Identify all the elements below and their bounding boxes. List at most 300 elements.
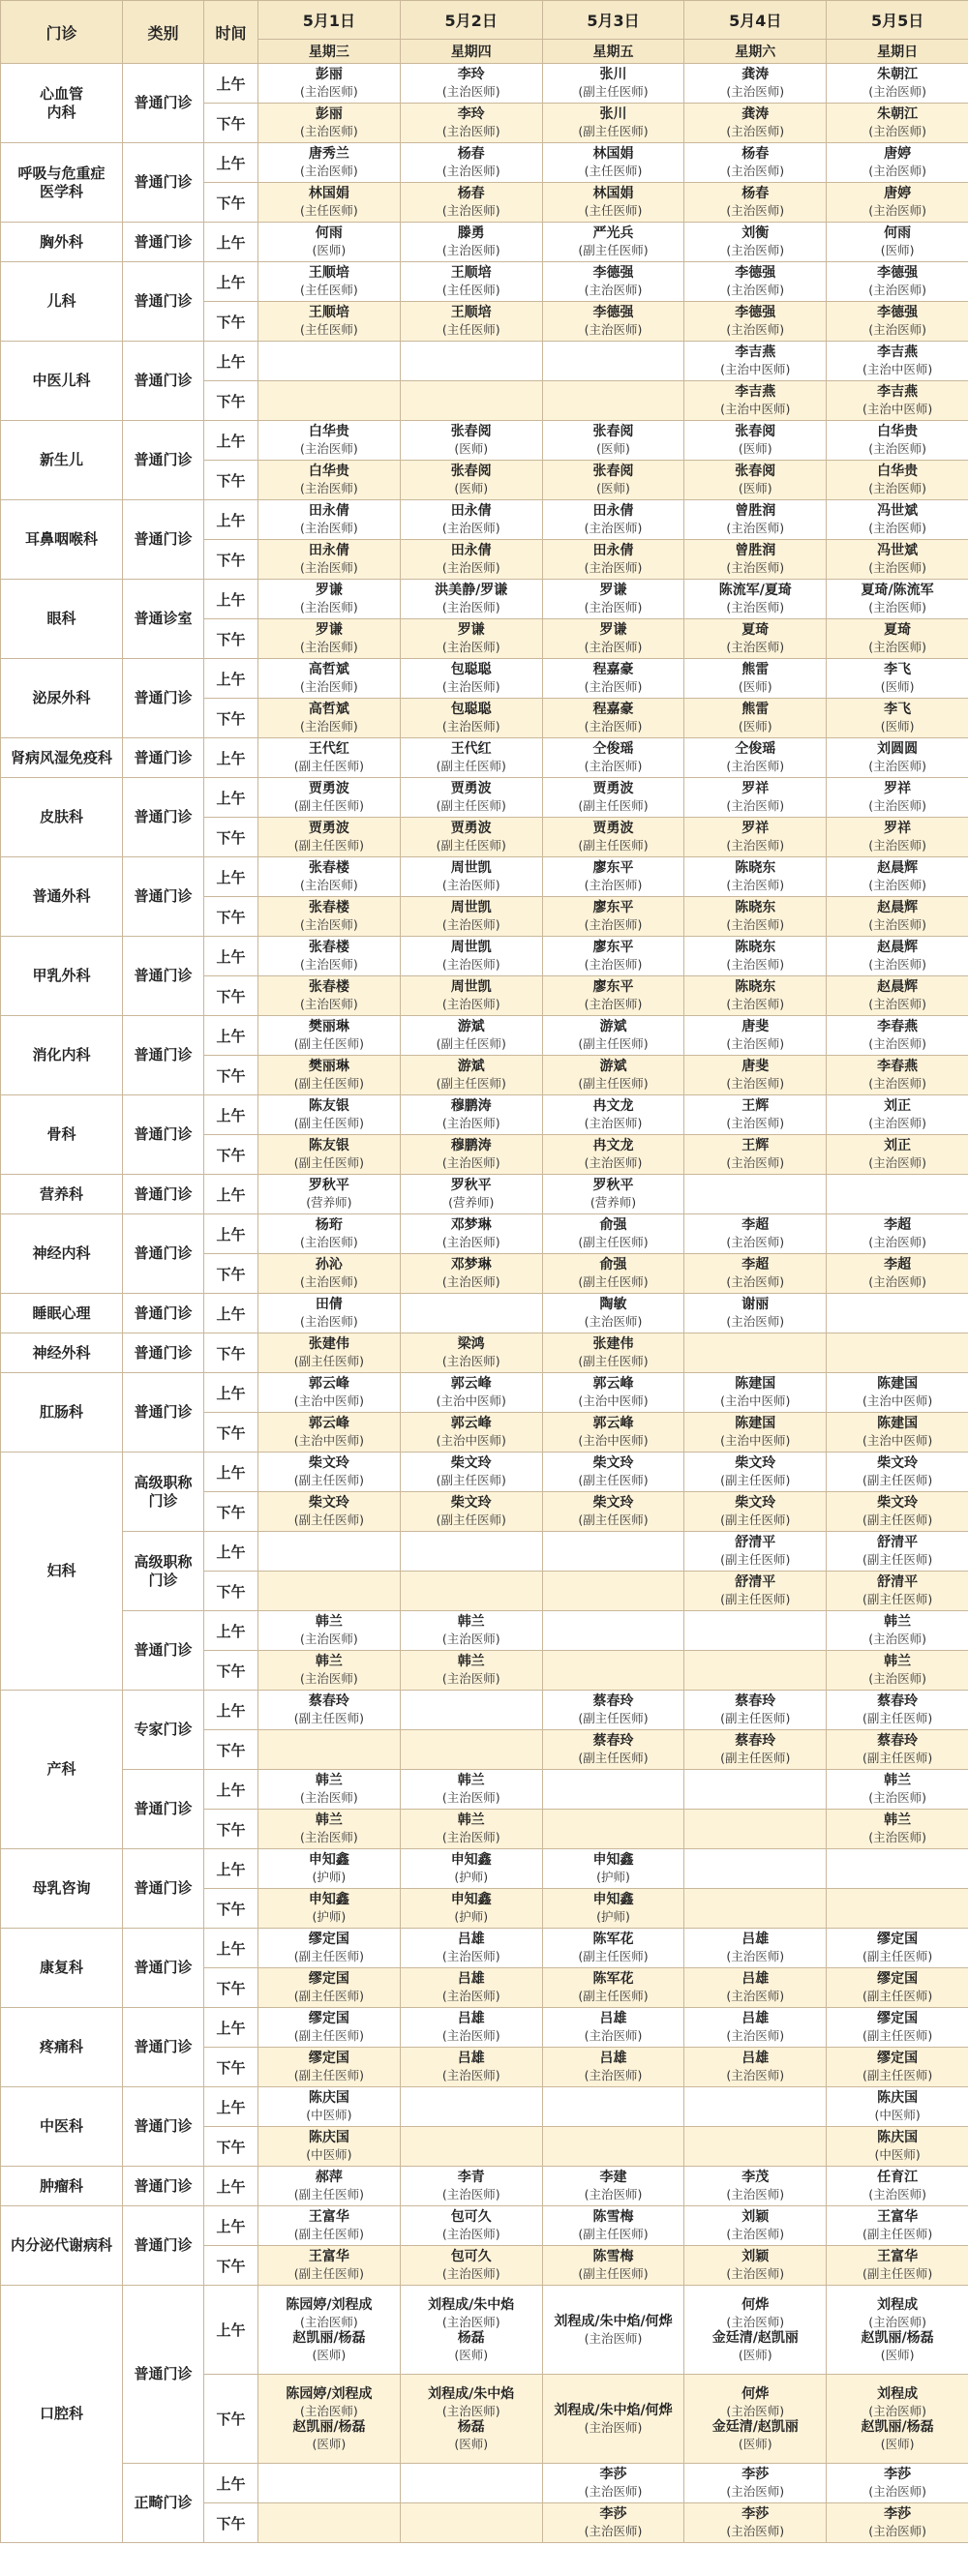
schedule-cell	[400, 2127, 542, 2167]
schedule-cell	[684, 2503, 827, 2543]
doctor-title: (主治医师)	[868, 1830, 926, 1844]
doctor-title: (主治中医师)	[293, 1393, 365, 1408]
schedule-cell	[542, 1413, 684, 1453]
doctor-title: (主任医师)	[441, 283, 500, 297]
doctor-name: 蔡春玲	[735, 1693, 776, 1709]
doctor-title: (主治医师)	[868, 2403, 926, 2418]
doctor-name: 陈军花	[592, 1932, 634, 1947]
schedule-cell	[258, 2464, 401, 2503]
doctor-name: 吕雄	[457, 1932, 485, 1947]
schedule-cell	[400, 302, 542, 342]
schedule-cell	[400, 1294, 542, 1333]
doctor-title: (中医师)	[874, 2108, 921, 2122]
table-row	[1, 2167, 968, 2206]
schedule-cell	[684, 659, 827, 699]
doctor-name: 罗谦	[315, 583, 343, 598]
doctor-name: 王顺培	[308, 265, 349, 281]
doctor-title: (主治中医师)	[720, 362, 791, 376]
schedule-cell	[827, 1849, 968, 1889]
doctor-name: 周世凯	[450, 979, 492, 995]
session-time: 下午	[204, 2246, 258, 2286]
doctor-name: 申知鑫	[592, 1852, 634, 1868]
doctor-title: (副主任医师)	[293, 798, 365, 813]
doctor-name: 冯世斌	[877, 503, 919, 519]
doctor-name: 陈建国	[735, 1416, 776, 1431]
doctor-name: 陈建国	[877, 1376, 919, 1392]
doctor-title: (副主任医师)	[578, 798, 649, 813]
doctor-title: (副主任医师)	[293, 2187, 365, 2202]
schedule-cell	[258, 1135, 401, 1175]
doctor-name: 蔡春玲	[735, 1733, 776, 1749]
doctor-name: 罗祥	[741, 781, 770, 796]
doctor-title: (主治医师)	[441, 203, 500, 218]
schedule-cell	[400, 778, 542, 818]
schedule-cell	[827, 818, 968, 857]
doctor-name: 刘程成/朱中焰	[428, 2385, 515, 2402]
schedule-cell	[542, 699, 684, 738]
schedule-cell	[400, 1175, 542, 1214]
session-time: 下午	[204, 1254, 258, 1294]
doctor-title: (副主任医师)	[578, 1711, 649, 1725]
schedule-cell	[542, 1294, 684, 1333]
doctor-title: (副主任医师)	[293, 1354, 365, 1368]
doctor-name: 王富华	[877, 2209, 919, 2225]
doctor-name: 廖东平	[592, 979, 634, 995]
doctor-name: 陈流军/夏琦	[718, 583, 792, 598]
doctor-title: (主治医师)	[726, 2403, 785, 2418]
schedule-cell	[684, 262, 827, 302]
session-time: 上午	[204, 262, 258, 302]
doctor-name: 罗秋平	[308, 1178, 349, 1193]
doctor-name: 高哲斌	[308, 702, 349, 717]
doctor-name: 王代红	[308, 741, 349, 757]
doctor-name: 白华贵	[308, 424, 349, 439]
table-row	[1, 223, 968, 262]
doctor-title: (主治医师)	[868, 441, 926, 456]
schedule-cell	[684, 818, 827, 857]
doctor-title: (主治医师)	[441, 679, 500, 694]
session-time: 上午	[204, 659, 258, 699]
clinic-category: 正畸门诊	[123, 2464, 204, 2543]
schedule-cell	[400, 897, 542, 937]
doctor-name: 贾勇波	[592, 821, 634, 836]
table-row	[1, 1611, 968, 1651]
doctor-title: (主治医师)	[726, 1274, 785, 1289]
schedule-cell	[258, 2127, 401, 2167]
table-row	[1, 500, 968, 540]
doctor-name: 陈雪梅	[592, 2209, 634, 2225]
doctor-name: 贾勇波	[308, 821, 349, 836]
doctor-title: (主治医师)	[868, 481, 926, 495]
schedule-cell	[684, 223, 827, 262]
doctor-name: 吕雄	[741, 2051, 770, 2066]
doctor-name: 李吉燕	[877, 384, 919, 400]
schedule-cell	[542, 421, 684, 461]
doctor-title: (副主任医师)	[436, 1036, 506, 1051]
schedule-cell	[400, 223, 542, 262]
schedule-cell	[827, 1968, 968, 2008]
doctor-title: (副主任医师)	[293, 2266, 365, 2281]
doctor-name: 缪定国	[308, 2051, 349, 2066]
dept-name: 产科	[1, 1691, 123, 1849]
schedule-cell	[258, 2048, 401, 2087]
schedule-cell	[258, 461, 401, 500]
doctor-name: 李吉燕	[735, 344, 776, 360]
doctor-name: 韩兰	[884, 1654, 912, 1669]
schedule-cell	[684, 699, 827, 738]
doctor-title: (副主任医师)	[862, 2227, 933, 2241]
doctor-name: 王辉	[741, 1098, 770, 1114]
doctor-title: (副主任医师)	[578, 124, 649, 138]
doctor-name: 罗秋平	[450, 1178, 492, 1193]
schedule-cell	[684, 1175, 827, 1214]
doctor-title: (主治医师)	[441, 1790, 500, 1805]
schedule-cell	[258, 302, 401, 342]
doctor-title: (主治医师)	[868, 2484, 926, 2499]
doctor-name: 罗谦	[315, 622, 343, 638]
schedule-cell	[542, 778, 684, 818]
schedule-cell	[684, 381, 827, 421]
doctor-name: 缪定国	[308, 1971, 349, 1987]
doctor-name: 申知鑫	[450, 1892, 492, 1907]
table-row	[1, 1373, 968, 1413]
doctor-title: (副主任医师)	[293, 1155, 365, 1170]
doctor-name: 张春阅	[735, 424, 776, 439]
doctor-name: 陈晓东	[735, 860, 776, 876]
schedule-cell	[258, 1016, 401, 1056]
doctor-title: (主治医师)	[726, 2484, 785, 2499]
schedule-cell	[542, 1810, 684, 1849]
schedule-cell	[258, 2206, 401, 2246]
doctor-title: (主治中医师)	[720, 402, 791, 416]
schedule-cell	[542, 2503, 684, 2543]
schedule-cell	[258, 699, 401, 738]
schedule-cell	[542, 1333, 684, 1373]
doctor-name: 蔡春玲	[308, 1693, 349, 1709]
schedule-cell	[827, 1889, 968, 1929]
schedule-cell	[827, 857, 968, 897]
table-row	[1, 778, 968, 818]
doctor-title: (医师)	[738, 679, 772, 694]
doctor-name: 李德强	[735, 305, 776, 320]
doctor-title: (主治医师)	[868, 521, 926, 535]
doctor-name: 熊雷	[741, 662, 770, 677]
doctor-name: 刘程成/朱中焰/何烨	[554, 2313, 673, 2329]
dept-name: 肿瘤科	[1, 2167, 123, 2206]
schedule-cell	[400, 619, 542, 659]
doctor-title: (主治医师)	[441, 2403, 500, 2418]
schedule-cell	[258, 1254, 401, 1294]
schedule-cell	[827, 1651, 968, 1691]
schedule-cell	[684, 1413, 827, 1453]
doctor-title: (主治医师)	[868, 1790, 926, 1805]
schedule-cell	[400, 2286, 542, 2375]
doctor-name: 贾勇波	[308, 781, 349, 796]
doctor-name: 田永倩	[450, 543, 492, 558]
schedule-cell	[542, 1611, 684, 1651]
doctor-name: 彭丽	[315, 67, 343, 82]
schedule-cell	[542, 342, 684, 381]
doctor-title: (主治医师)	[441, 957, 500, 972]
schedule-cell	[827, 461, 968, 500]
doctor-name: 游斌	[457, 1059, 485, 1074]
doctor-title: (医师)	[880, 2436, 915, 2451]
session-time: 下午	[204, 381, 258, 421]
clinic-category: 普通门诊	[123, 1333, 204, 1373]
doctor-title: (主治医师)	[441, 2028, 500, 2043]
doctor-name: 刘正	[884, 1138, 912, 1153]
header-weekday: 星期五	[542, 40, 684, 64]
schedule-cell	[542, 2246, 684, 2286]
doctor-title: (主治医师)	[300, 124, 358, 138]
doctor-name: 周世凯	[450, 860, 492, 876]
schedule-cell	[258, 1730, 401, 1770]
schedule-cell	[827, 1214, 968, 1254]
doctor-title: (主治医师)	[726, 2266, 785, 2281]
table-row	[1, 1691, 968, 1730]
doctor-title: (主治医师)	[300, 917, 358, 932]
doctor-name: 郭云峰	[308, 1376, 349, 1392]
doctor-title: (主治医师)	[441, 600, 500, 614]
doctor-name: 曾胜润	[735, 543, 776, 558]
doctor-name: 贾勇波	[450, 781, 492, 796]
schedule-cell	[258, 262, 401, 302]
doctor-name: 邓梦琳	[450, 1217, 492, 1233]
dept-name: 儿科	[1, 262, 123, 342]
schedule-cell	[827, 2206, 968, 2246]
doctor-title: (主治中医师)	[436, 1393, 506, 1408]
table-row	[1, 2286, 968, 2375]
doctor-name: 王顺培	[308, 305, 349, 320]
doctor-name: 舒清平	[735, 1574, 776, 1590]
schedule-cell	[827, 1572, 968, 1611]
doctor-name: 曾胜润	[735, 503, 776, 519]
schedule-cell	[542, 104, 684, 143]
doctor-title: (主任医师)	[584, 203, 643, 218]
doctor-title: (主治医师)	[584, 322, 643, 337]
dept-name: 消化内科	[1, 1016, 123, 1095]
doctor-name: 林国娟	[592, 186, 634, 201]
doctor-name: 张建伟	[308, 1336, 349, 1352]
schedule-cell	[684, 1810, 827, 1849]
schedule-cell	[542, 619, 684, 659]
dept-name: 泌尿外科	[1, 659, 123, 738]
session-time: 上午	[204, 1849, 258, 1889]
doctor-name: 贾勇波	[450, 821, 492, 836]
doctor-title: (主治医师)	[441, 1235, 500, 1249]
schedule-cell	[400, 2008, 542, 2048]
schedule-cell	[542, 1889, 684, 1929]
doctor-name: 刘正	[884, 1098, 912, 1114]
doctor-title: (副主任医师)	[862, 1949, 933, 1963]
doctor-name: 林国娟	[308, 186, 349, 201]
doctor-title: (医师)	[738, 2436, 772, 2451]
doctor-name: 李春燕	[877, 1059, 919, 1074]
doctor-name: 杨磊	[457, 2418, 485, 2435]
schedule-cell	[258, 1572, 401, 1611]
doctor-name: 杨春	[457, 146, 485, 162]
clinic-category: 普通门诊	[123, 778, 204, 857]
doctor-title: (护师)	[454, 1870, 489, 1884]
schedule-cell	[684, 2375, 827, 2464]
doctor-title: (副主任医师)	[720, 1473, 791, 1487]
doctor-title: (主治医师)	[726, 2068, 785, 2082]
schedule-cell	[258, 976, 401, 1016]
doctor-title: (主治医师)	[726, 917, 785, 932]
dept-name: 口腔科	[1, 2286, 123, 2543]
doctor-title: (主治医师)	[868, 1116, 926, 1130]
schedule-cell	[542, 1691, 684, 1730]
doctor-name: 柴文玲	[308, 1455, 349, 1471]
doctor-title: (主治医师)	[441, 1632, 500, 1646]
doctor-name: 缪定国	[877, 2051, 919, 2066]
doctor-title: (医师)	[738, 481, 772, 495]
schedule-cell	[400, 1929, 542, 1968]
doctor-name: 缪定国	[308, 2011, 349, 2026]
header-weekday: 星期三	[258, 40, 401, 64]
schedule-cell	[542, 2286, 684, 2375]
session-time: 下午	[204, 1572, 258, 1611]
doctor-name: 王代红	[450, 741, 492, 757]
session-time: 上午	[204, 1294, 258, 1333]
clinic-category: 普通门诊	[123, 1373, 204, 1453]
schedule-cell	[400, 1968, 542, 2008]
doctor-title: (主治医师)	[868, 2314, 926, 2329]
schedule-body	[1, 64, 968, 2543]
doctor-title: (副主任医师)	[436, 838, 506, 853]
session-time: 下午	[204, 183, 258, 223]
schedule-cell	[400, 1810, 542, 1849]
doctor-name: 陈晓东	[735, 979, 776, 995]
doctor-title: (主治中医师)	[436, 1433, 506, 1448]
session-time: 下午	[204, 540, 258, 580]
schedule-cell	[258, 738, 401, 778]
schedule-cell	[542, 143, 684, 183]
doctor-name: 申知鑫	[308, 1892, 349, 1907]
doctor-title: (主治医师)	[868, 1036, 926, 1051]
schedule-cell	[400, 1453, 542, 1492]
doctor-title: (副主任医师)	[436, 1076, 506, 1091]
doctor-title: (副主任医师)	[293, 1116, 365, 1130]
session-time: 上午	[204, 738, 258, 778]
schedule-cell	[827, 699, 968, 738]
schedule-cell	[684, 1770, 827, 1810]
schedule-cell	[400, 2375, 542, 2464]
schedule-cell	[684, 183, 827, 223]
doctor-title: (医师)	[880, 719, 915, 734]
dept-name: 睡眠心理	[1, 1294, 123, 1333]
doctor-title: (主治医师)	[726, 1235, 785, 1249]
doctor-title: (主治医师)	[726, 759, 785, 773]
session-time: 上午	[204, 1175, 258, 1214]
schedule-cell	[684, 500, 827, 540]
schedule-cell	[542, 64, 684, 104]
doctor-name: 罗祥	[741, 821, 770, 836]
doctor-name: 蔡春玲	[592, 1693, 634, 1709]
schedule-cell	[542, 540, 684, 580]
doctor-name: 韩兰	[457, 1614, 485, 1630]
doctor-name: 林国娟	[592, 146, 634, 162]
doctor-title: (主治医师)	[726, 1989, 785, 2003]
doctor-name: 刘程成	[877, 2296, 919, 2313]
clinic-category: 普通门诊	[123, 64, 204, 143]
doctor-title: (副主任医师)	[720, 1552, 791, 1567]
doctor-name: 韩兰	[884, 1812, 912, 1828]
table-row	[1, 738, 968, 778]
doctor-title: (中医师)	[306, 2108, 352, 2122]
doctor-name: 程嘉豪	[592, 662, 634, 677]
doctor-name: 张春阅	[450, 464, 492, 479]
schedule-cell	[258, 2246, 401, 2286]
schedule-cell	[258, 580, 401, 619]
doctor-name: 樊丽琳	[308, 1059, 349, 1074]
schedule-cell	[400, 976, 542, 1016]
doctor-name: 李吉燕	[735, 384, 776, 400]
schedule-cell	[400, 143, 542, 183]
doctor-title: (主治医师)	[726, 283, 785, 297]
schedule-cell	[827, 2375, 968, 2464]
doctor-name: 申知鑫	[592, 1892, 634, 1907]
schedule-cell	[400, 1056, 542, 1095]
doctor-name: 刘衡	[741, 225, 770, 241]
doctor-name: 贾勇波	[592, 781, 634, 796]
schedule-cell	[542, 223, 684, 262]
doctor-title: (主治医师)	[868, 203, 926, 218]
header-weekday: 星期四	[400, 40, 542, 64]
doctor-name: 赵凯丽/杨磊	[292, 2329, 366, 2346]
session-time: 上午	[204, 857, 258, 897]
doctor-title: (副主任医师)	[293, 1949, 365, 1963]
doctor-title: (主治医师)	[300, 640, 358, 654]
doctor-title: (主治医师)	[868, 1155, 926, 1170]
schedule-cell	[542, 2127, 684, 2167]
doctor-name: 李德强	[735, 265, 776, 281]
schedule-cell	[827, 1254, 968, 1294]
doctor-name: 仝俊瑶	[735, 741, 776, 757]
doctor-title: (主治医师)	[726, 124, 785, 138]
schedule-cell	[542, 937, 684, 976]
doctor-title: (营养师)	[590, 1195, 637, 1210]
schedule-cell	[684, 2464, 827, 2503]
schedule-cell	[400, 1651, 542, 1691]
schedule-cell	[400, 2206, 542, 2246]
schedule-cell	[827, 738, 968, 778]
session-time: 上午	[204, 2167, 258, 2206]
doctor-name: 夏琦	[741, 622, 770, 638]
doctor-title: (主治医师)	[300, 560, 358, 575]
schedule-cell	[542, 500, 684, 540]
schedule-cell	[258, 1294, 401, 1333]
doctor-title: (主治医师)	[868, 759, 926, 773]
doctor-name: 罗谦	[599, 583, 627, 598]
session-time: 上午	[204, 223, 258, 262]
schedule-cell	[542, 1730, 684, 1770]
schedule-cell	[684, 2246, 827, 2286]
schedule-cell	[400, 1889, 542, 1929]
table-row	[1, 2008, 968, 2048]
table-row	[1, 421, 968, 461]
doctor-name: 郭云峰	[592, 1376, 634, 1392]
doctor-name: 罗谦	[457, 622, 485, 638]
doctor-name: 李超	[741, 1217, 770, 1233]
schedule-cell	[542, 2375, 684, 2464]
schedule-cell	[258, 381, 401, 421]
doctor-name: 樊丽琳	[308, 1019, 349, 1034]
doctor-name: 赵晨辉	[877, 900, 919, 915]
doctor-name: 邓梦琳	[450, 1257, 492, 1273]
schedule-cell	[400, 2246, 542, 2286]
doctor-title: (主任医师)	[300, 203, 358, 218]
